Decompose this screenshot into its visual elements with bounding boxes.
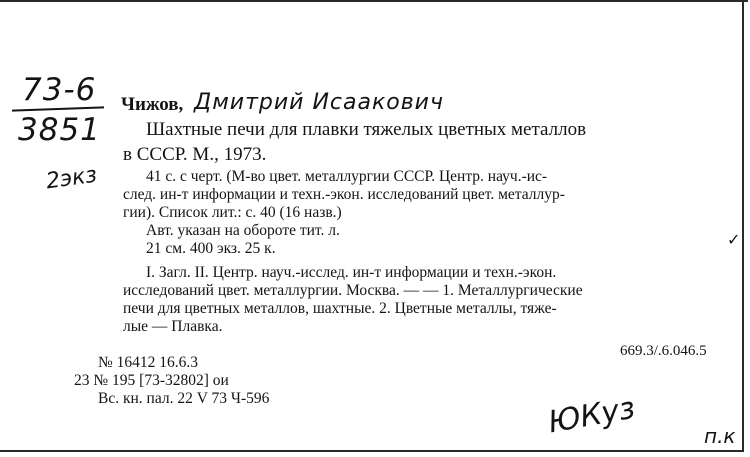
initials: п.к (704, 424, 736, 448)
description-line-4: Авт. указан на обороте тит. л. (146, 222, 340, 239)
call-number-bottom: 3851 (18, 112, 101, 148)
description-line-1: 41 с. с черт. (М-во цвет. металлургии СССР. Центр. науч.-ис- (146, 168, 548, 185)
tracing-line-3: печи для цветных металлов, шахтные. 2. Цветные металлы, тяже- (123, 300, 557, 317)
tracing-line-2: исследований цвет. металлургии. Москва. — — 1. Металлургические (123, 282, 583, 299)
description-line-5: 21 см. 400 экз. 25 к. (146, 240, 276, 257)
description-line-2: след. ин-т информации и техн.-экон. исследований цвет. металлур- (123, 186, 565, 203)
copies-note: 2экз (44, 162, 99, 195)
description-line-3: гии). Список лит.: с. 40 (16 назв.) (123, 204, 342, 221)
tracing-line-4: лые — Плавка. (123, 318, 223, 335)
tick-mark-icon: ✓ (727, 232, 741, 249)
classification-number: 669.3/.6.046.5 (620, 343, 707, 359)
author-surname: Чижов, (121, 94, 184, 115)
record-line-1: № 16412 16.6.3 (98, 354, 199, 371)
call-number-top: 73-6 (22, 72, 97, 108)
title-line-1: Шахтные печи для плавки тяжелых цветных металлов (146, 119, 587, 140)
card-top-edge (0, 0, 748, 2)
record-line-3: Вс. кн. пал. 22 V 73 Ч-596 (98, 390, 270, 407)
title-line-2: в СССР. М., 1973. (123, 144, 267, 165)
author-given-names: Дмитрий Исаакович (194, 90, 444, 115)
record-line-2: 23 № 195 [73-32802] ои (74, 372, 229, 389)
signature: ЮКуз (545, 390, 638, 441)
tracing-line-1: I. Загл. II. Центр. науч.-исслед. ин-т информации и техн.-экон. (146, 264, 557, 281)
